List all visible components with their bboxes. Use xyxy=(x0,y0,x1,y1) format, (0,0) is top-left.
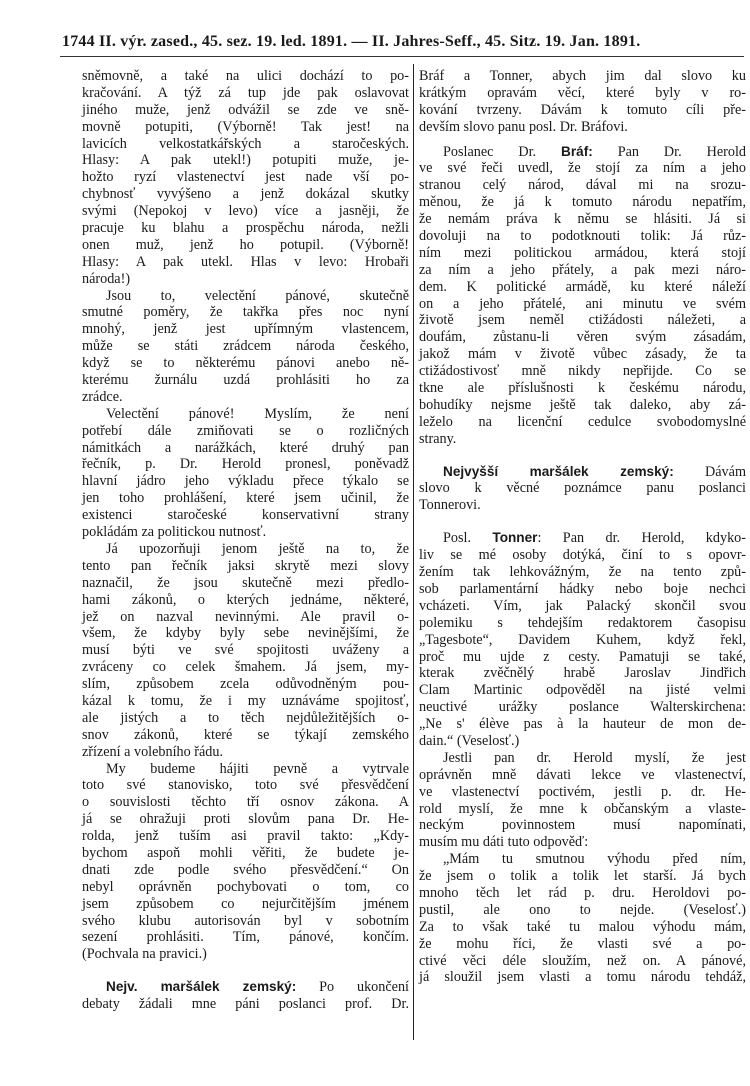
paragraph xyxy=(82,68,409,288)
text-line: pracuje ku blahu a prospěchu národa, nežli xyxy=(82,220,409,237)
text-line: hlavní jádro jeho výkladu přece týkalo se xyxy=(82,473,409,490)
text-line: já se ohražuji proti slovům pana Dr. He- xyxy=(82,811,409,828)
text-line: Hlasy: A pak utekl!) potupiti muže, je- xyxy=(82,152,409,169)
text-line: hami zákonů, o kterých jednáme, některé, xyxy=(82,591,409,608)
paragraph xyxy=(419,68,746,136)
speaker-remark: Pan Dr. Herold xyxy=(592,143,746,160)
text-line: naznačil, že jsou skutečně mezi předlo- xyxy=(82,574,409,591)
speaker-name: Nejvyšší maršálek zemský: xyxy=(443,463,674,479)
text-line: potřebí dále zmiňovati se o rozličných xyxy=(82,422,409,439)
speaker-paragraph xyxy=(82,979,409,1013)
text-line: svého klubu autorisován byl v sobotním xyxy=(82,912,409,929)
text-line: proč mu ujde z cesty. Pamatuji se také, xyxy=(419,648,746,665)
speaker-remark: Dávám xyxy=(673,463,746,480)
text-line: dovoluji na to podotknouti tolik: Já růz- xyxy=(419,228,746,245)
speaker-paragraph xyxy=(419,144,746,448)
text-line: mnoho těch let rád p. dru. Heroldovi po- xyxy=(419,884,746,901)
text-line: ctižádostivosť mně nikdy nepřijde. Co se xyxy=(419,363,746,380)
speaker-paragraph xyxy=(419,530,746,750)
text-line: ale jistých a to těch nejdůležitějších o- xyxy=(82,709,409,726)
text-line: sněmovně, a také na ulici dochází to po- xyxy=(82,68,409,84)
text-line: devším slovo panu posl. Dr. Bráfovi. xyxy=(419,118,628,135)
text-line: Jsou to, velectění pánové, skutečně xyxy=(106,287,409,304)
text-line: lavicích velkostatkářských a staročeských. xyxy=(82,135,409,152)
text-line: zvráceny co celek šmahem. Já jsem, my- xyxy=(82,659,409,676)
speaker-line xyxy=(419,144,746,161)
text-line: Velectění pánové! Myslím, že není xyxy=(106,405,409,422)
speaker-paragraph xyxy=(419,464,746,515)
text-line: že jsem o tolik a tolik let starší. Já bych xyxy=(419,868,746,885)
paragraph xyxy=(419,750,746,851)
text-line: pokládám za politickou nutnosť. xyxy=(82,524,267,541)
text-line: krátkým opravám věcí, které byly v ro- xyxy=(419,84,746,101)
text-line: že nemám práva k němu se hlásiti. Já si xyxy=(419,211,746,228)
text-line: rolda, jenž tuším asi pravil takto: „Kdy- xyxy=(82,828,409,845)
text-line: neuctivé urážky poslance Walterskirchena: xyxy=(419,699,746,716)
speaker-prefix: Posl. xyxy=(443,530,493,547)
text-line: pustil, ale ono to nejde. (Veselosť.) xyxy=(419,901,746,918)
text-line: ve vlastenectví poctivém, jestli p. dr. He- xyxy=(419,783,746,800)
text-line: mnohý, jenž jest upřímným vlastencem, xyxy=(82,321,409,338)
text-line: řečník, p. Dr. Herold pronesl, poněvadž xyxy=(82,456,409,473)
text-line: bohudíky nejsme ještě tak daleko, aby zá- xyxy=(419,396,746,413)
text-line: jen toho prohlášení, které jsem učinil, že xyxy=(82,490,409,507)
left-column xyxy=(82,68,409,1013)
text-line: „Ne s' élève pas à la hauteur de mon de- xyxy=(419,716,746,733)
text-line: movně potupiti, (Výborně! Tak jest! na xyxy=(82,118,409,135)
text-line: Hlasy: A pak utekl. Hlas v levo: Hrobaři xyxy=(82,253,409,270)
text-line: Jestli pan dr. Herold myslí, že jest xyxy=(443,749,746,766)
text-line: zrádce. xyxy=(82,388,123,405)
text-line: kázal k tomu, že i my uznáváme spojitosť, xyxy=(82,692,409,709)
text-line: slím, způsobem zcela odůvodněným pou- xyxy=(82,676,409,693)
speaker-remark: : Pan dr. Herold, kdyko- xyxy=(537,530,746,547)
text-line: tkne ale příslušnosti k českému národu, xyxy=(419,380,746,397)
speaker-remark: Po ukončení xyxy=(296,979,409,996)
text-line: dem. K politické armádě, ku které náleží xyxy=(419,278,746,295)
paragraph xyxy=(82,288,409,406)
text-line: hožto ryzí vlastenectví jest nade vší po- xyxy=(82,169,409,186)
text-line: národa!) xyxy=(82,270,131,287)
text-line: jež on nazval nevinnými. Ale pravil o- xyxy=(82,608,409,625)
text-line: kterému žurnálu uzdá prohlásiti ho za xyxy=(82,372,409,389)
text-line: neckým povinnostem musí napomínati, xyxy=(419,817,746,834)
text-line: Bráf a Tonner, abych jim dal slovo ku xyxy=(419,68,746,84)
text-line: jiného muže, jenž odvážil se zde ve sně- xyxy=(82,101,409,118)
text-line: liv se mé osoby dotýká, činí to s opovr- xyxy=(419,547,746,564)
paragraph xyxy=(82,541,409,761)
right-column xyxy=(419,68,746,986)
text-line: životě jsem neměl ctižádosti náležeti, a xyxy=(419,312,746,329)
text-line: slovo k věcné poznámce panu poslanci xyxy=(419,480,746,497)
text-line: stranou celý národ, dával mi na srozu- xyxy=(419,177,746,194)
column-divider xyxy=(413,64,414,1040)
text-line: kterak zvěčnělý hrabě Jaroslav Jindřich xyxy=(419,665,746,682)
speaker-name: Bráf: xyxy=(561,143,593,159)
text-line: ctivé věci déle sloužím, než on. A pánové, xyxy=(419,952,746,969)
text-line: „Tagesbote“, Davidem Kuhem, když řekl, xyxy=(419,631,746,648)
text-line: jsem způsobem co nejurčitějším jménem xyxy=(82,895,409,912)
text-line: ním mezi politickou armádou, která stojí xyxy=(419,244,746,261)
text-line: vcházeti. Vím, jak Palacký skončil svou xyxy=(419,597,746,614)
text-line: debaty žádali mne páni poslanci prof. Dr. xyxy=(82,996,409,1013)
text-line: zřízení a volebního řádu. xyxy=(82,743,224,760)
text-line: kování tvrzeny. Dávám k tomuto cíli pře- xyxy=(419,101,746,118)
text-line: já sloužil jsem vlasti a tomu národu tehdáž, xyxy=(419,969,746,986)
text-line: svými (Nepokoj v levo) více a jasněji, že xyxy=(82,203,409,220)
text-line: dain.“ (Veselosť.) xyxy=(419,732,520,749)
text-line: chybnosť vyvýšeno a jenž dokázal skutky xyxy=(82,186,409,203)
text-line: všem, že kdyby byly sebe nevinějšími, že xyxy=(82,625,409,642)
text-line: námitkách a narážkách, které druhý pan xyxy=(82,439,409,456)
text-line: že mohu říci, že vlasti své a po- xyxy=(419,935,746,952)
text-line: sob parlamentární hádky nebo boje nechci xyxy=(419,580,746,597)
text-line: nebyl oprávněn pochybovati o tom, co xyxy=(82,878,409,895)
text-line: existenci staročeské konservativní strany xyxy=(82,507,409,524)
text-line: ve své řeči uvedl, že stojí za ním a jeho xyxy=(419,160,746,177)
text-line: Za to však také tu malou výhodu mám, xyxy=(419,918,746,935)
text-line: za ním a jeho přátely, a pak mezi náro- xyxy=(419,261,746,278)
text-line: Tonnerovi. xyxy=(419,497,481,514)
header-rule xyxy=(60,56,744,57)
text-line: o souvislosti těchto tří osnov zákona. A xyxy=(82,794,409,811)
paragraph xyxy=(82,406,409,541)
speaker-name: Nejv. maršálek zemský: xyxy=(106,979,297,995)
speaker-line xyxy=(419,530,746,547)
text-line: kračování. A týž zá tup jde pak oslavovat xyxy=(82,84,409,101)
text-line: jakož mám v životě vůbec zásady, že ta xyxy=(419,346,746,363)
text-line: rold myslí, že mne k občanským a vlaste- xyxy=(419,800,746,817)
text-line: tento pan řečník jaksi skrytě mezi slovy xyxy=(82,557,409,574)
text-line: My budeme hájiti pevně a vytrvale xyxy=(106,760,409,777)
text-line: může se státi zrádcem národa českého, xyxy=(82,338,409,355)
speaker-name: Tonner xyxy=(492,530,538,546)
paragraph xyxy=(419,851,746,986)
text-line: onen muž, jenž ho potupil. (Výborně! xyxy=(82,236,409,253)
text-line: polemiku s tehdejším redaktorem časopisu xyxy=(419,614,746,631)
speaker-line xyxy=(419,464,746,481)
text-line: (Pochvala na pravici.) xyxy=(82,946,207,963)
text-line: když se to některému pánovi anebo ně- xyxy=(82,355,409,372)
text-line: oprávněn mně dávati lekce ve vlastenectví, xyxy=(419,766,746,783)
page-header: 1744 II. výr. zased., 45. sez. 19. led. 1891. — II. Jahres-Seff., 45. Sitz. 19. Jan. 1891. xyxy=(62,33,641,50)
text-line: Clam Martinic odpověděl na jisté velmi xyxy=(419,682,746,699)
text-line: Já upozorňuji jenom ještě na to, že xyxy=(106,540,409,557)
text-line: měnou, že já k tomuto národu nepatřím, xyxy=(419,194,746,211)
text-line: žením tak lehkovážným, že na tento způ- xyxy=(419,564,746,581)
text-line: sezení prohlásiti. Tím, pánové, končím. xyxy=(82,929,409,946)
text-line: dnati zde podle svého přesvědčení.“ On xyxy=(82,861,409,878)
text-line: toto své stanovisko, toto své přesvědčení xyxy=(82,777,409,794)
text-line: musím mu dáti tuto odpověď: xyxy=(419,834,589,851)
speaker-prefix: Poslanec Dr. xyxy=(443,143,562,160)
text-line: strany. xyxy=(419,430,457,447)
text-line: „Mám tu smutnou výhodu před ním, xyxy=(443,851,746,868)
text-line: leželo na licenční cedulce svobodomyslné xyxy=(419,413,746,430)
text-line: on a jeho přátelé, ani minutu ve svém xyxy=(419,295,746,312)
text-line: doufám, zůstanu-li věren svým zásadám, xyxy=(419,329,746,346)
text-line: bychom aspoň mohli věřiti, že budete je- xyxy=(82,844,409,861)
speaker-line xyxy=(82,979,409,996)
text-line: smutné poměry, že takřka přes noc nyní xyxy=(82,304,409,321)
paragraph xyxy=(82,761,409,964)
text-line: musí býti ve své spojitosti uváženy a xyxy=(82,642,409,659)
text-line: snov zákonů, které se týkají zemského xyxy=(82,726,409,743)
